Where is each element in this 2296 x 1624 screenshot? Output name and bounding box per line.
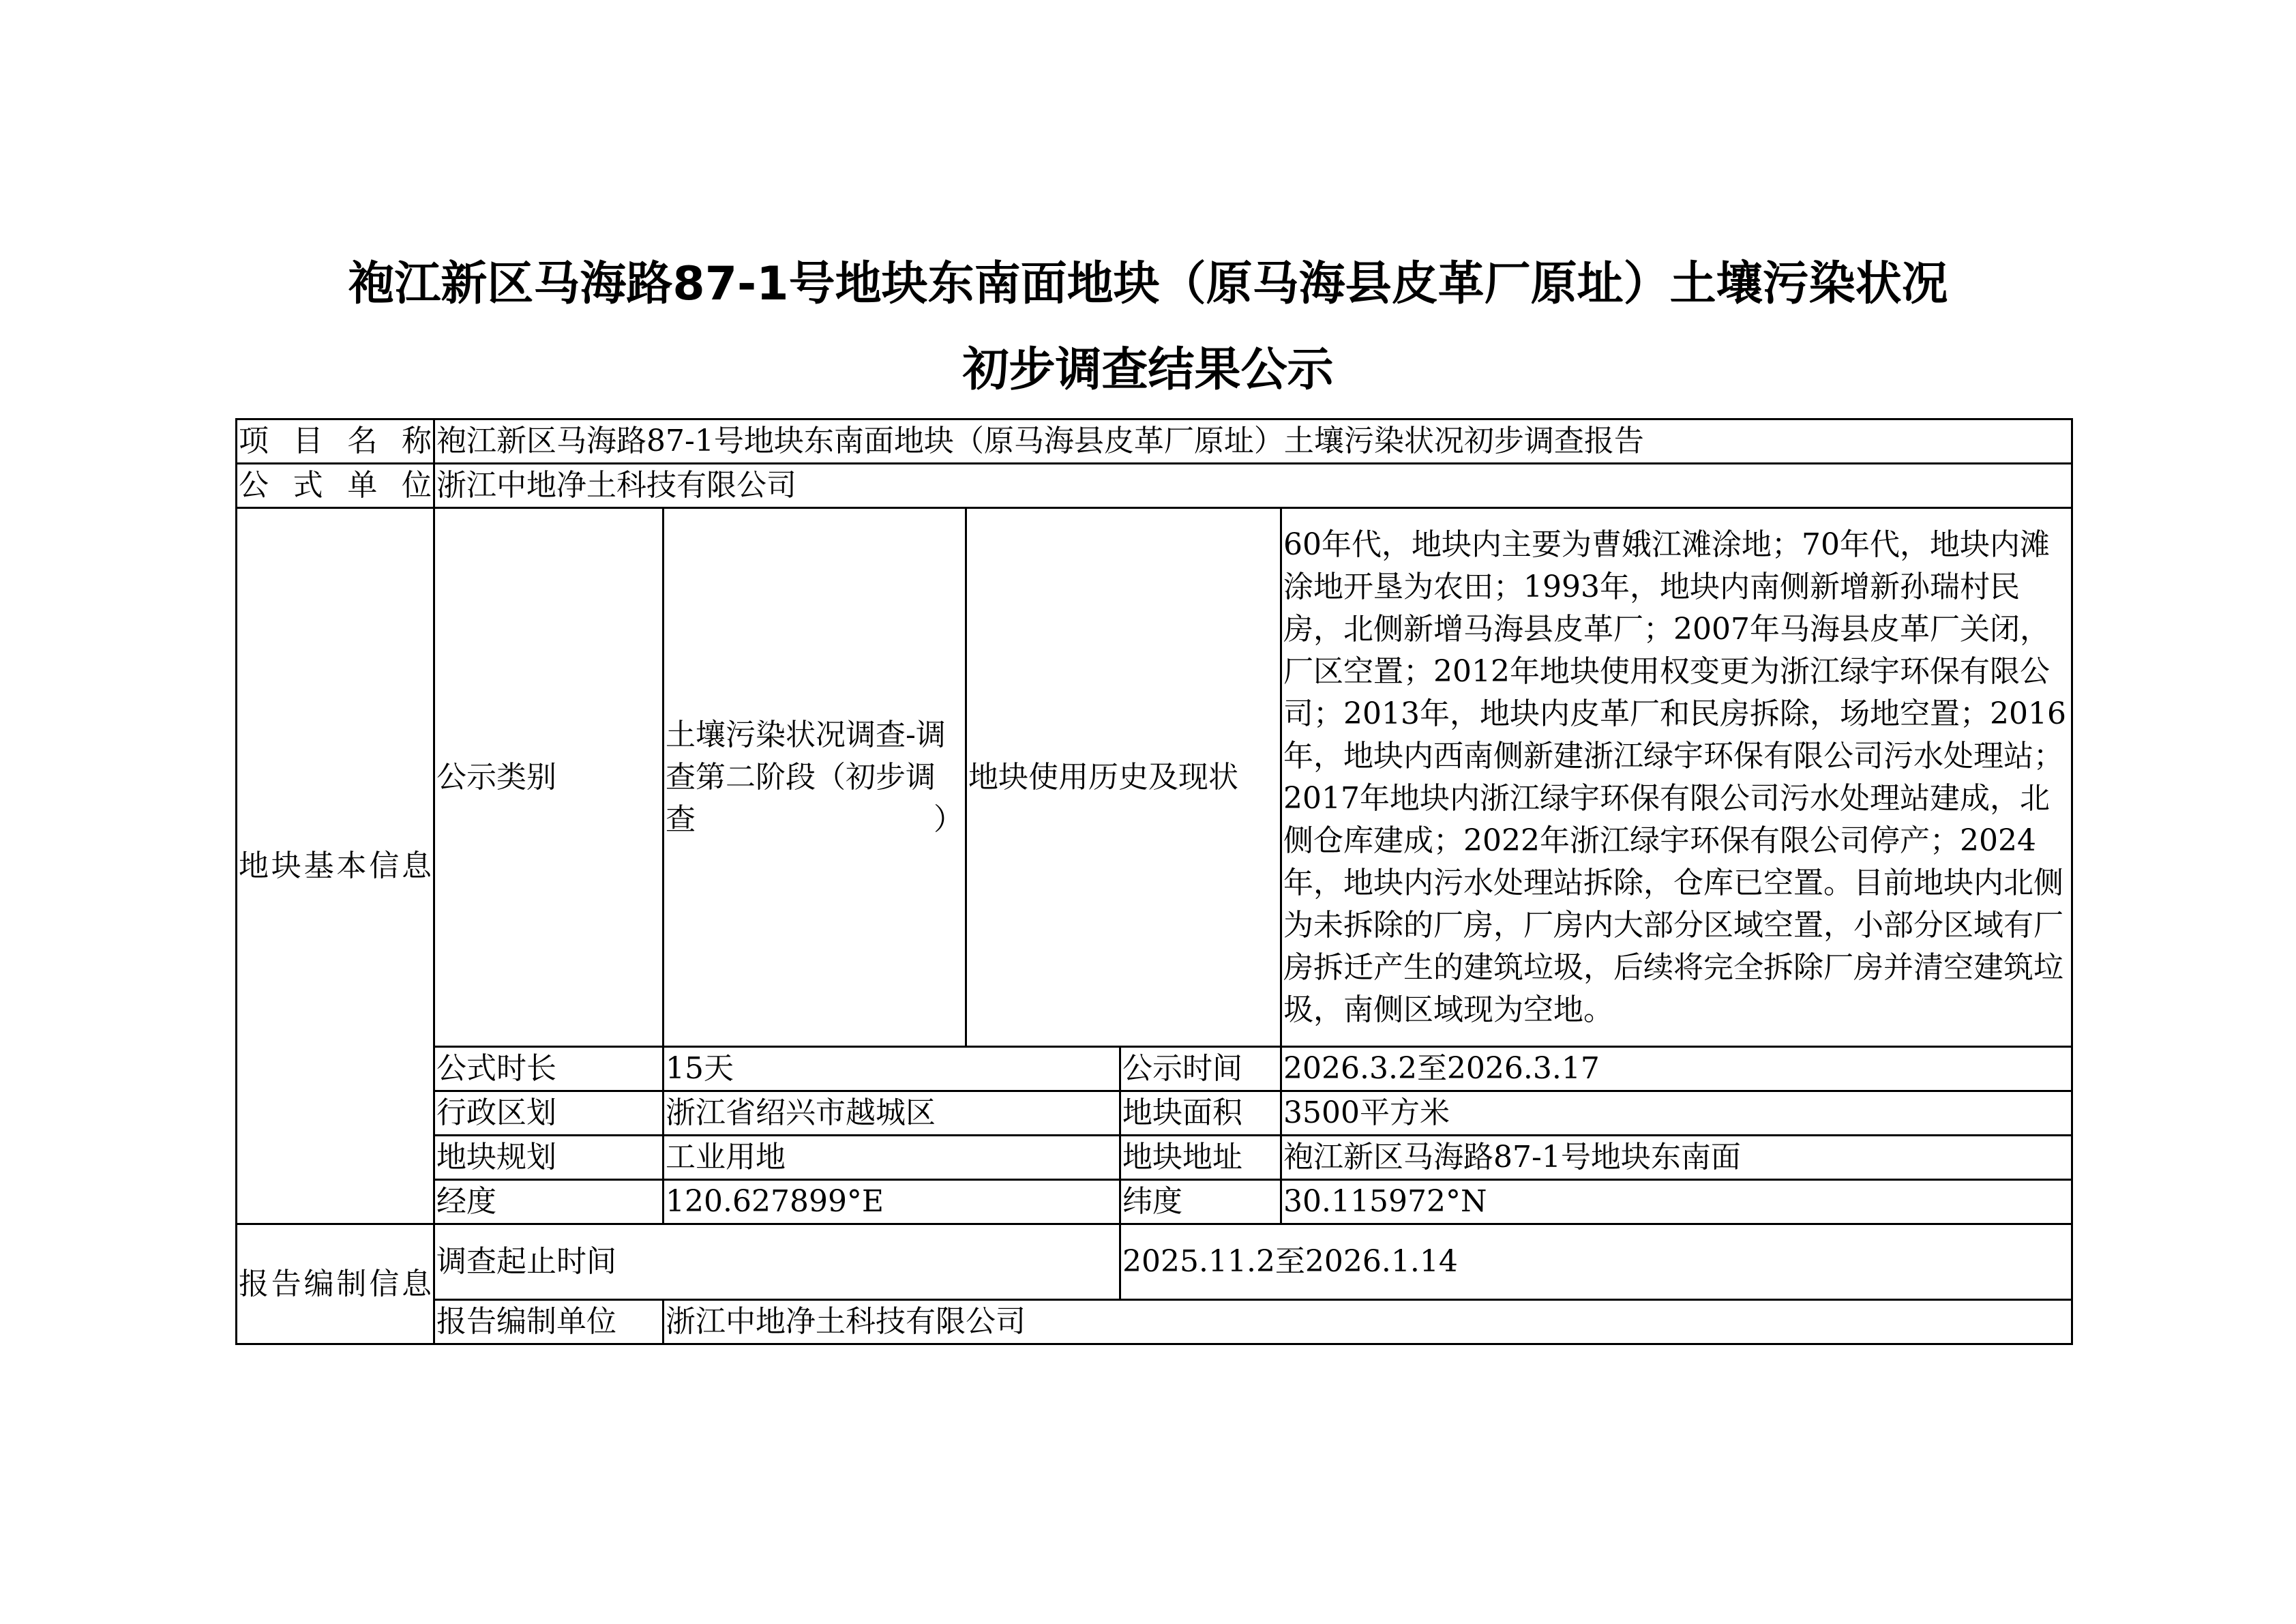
time-label: 公示时间 (1120, 1047, 1281, 1091)
address-label: 地块地址 (1120, 1136, 1281, 1180)
project-name-label: 项目名称 (237, 419, 434, 464)
announcement-table (235, 418, 2073, 1345)
category-label: 公示类别 (434, 508, 664, 1047)
duration-value: 15天 (664, 1047, 1120, 1091)
category-value: 土壤污染状况调查-调查第二阶段（初步调查） (664, 508, 966, 1047)
area-value: 3500平方米 (1281, 1091, 2072, 1136)
table-row (237, 508, 2072, 1047)
project-name-value: 袍江新区马海路87-1号地块东南面地块（原马海县皮革厂原址）土壤污染状况初步调查报告 (434, 419, 2072, 464)
area-label: 地块面积 (1120, 1091, 1281, 1136)
page-title-line-2: 初步调查结果公示 (962, 343, 1334, 397)
duration-label: 公式时长 (434, 1047, 664, 1091)
table-row (237, 1300, 2072, 1344)
survey-period-label: 调查起止时间 (434, 1224, 1120, 1300)
survey-period-value: 2025.11.2至2026.1.14 (1120, 1224, 2072, 1300)
table-row (237, 419, 2072, 464)
report-unit-label: 报告编制单位 (434, 1300, 664, 1344)
publisher-label: 公式单位 (237, 464, 434, 508)
table-row (237, 464, 2072, 508)
district-label: 行政区划 (434, 1091, 664, 1136)
planning-label: 地块规划 (434, 1136, 664, 1180)
table-row (237, 1224, 2072, 1300)
table-row (237, 1180, 2072, 1224)
district-value: 浙江省绍兴市越城区 (664, 1091, 1120, 1136)
report-info-label: 报告编制信息 (237, 1224, 434, 1344)
planning-value: 工业用地 (664, 1136, 1120, 1180)
longitude-label: 经度 (434, 1180, 664, 1224)
report-unit-value: 浙江中地净土科技有限公司 (664, 1300, 2072, 1344)
table-row (237, 1136, 2072, 1180)
address-value: 袍江新区马海路87-1号地块东南面 (1281, 1136, 2072, 1180)
history-value: 60年代，地块内主要为曹娥江滩涂地；70年代，地块内滩涂地开垦为农田；1993年，地块内南侧新增新孙瑞村民房，北侧新增马海县皮革厂；2007年马海县皮革厂关闭，厂区空置；2012年地块使用权变更为浙江绿宇环保有限公司；2013年，地块内皮革厂和民房拆除，场地空置；2016年，地块内西南侧新建浙江绿宇环保有限公司污水处理站；2017年地块内浙江绿宇环保有限公司污水处理站建成，北侧仓库建成；2022年浙江绿宇环保有限公司停产；2024年，地块内污水处理站拆除，仓库已空置。目前地块内北侧为未拆除的厂房，厂房内大部分区域空置，小部分区域有厂房拆迁产生的建筑垃圾，后续将完全拆除厂房并清空建筑垃圾，南侧区域现为空地。 (1281, 508, 2072, 1047)
publisher-value: 浙江中地净土科技有限公司 (434, 464, 2072, 508)
page-title-line-1: 袍江新区马海路87-1号地块东南面地块（原马海县皮革厂原址）土壤污染状况 (348, 257, 1948, 311)
plot-info-label: 地块基本信息 (237, 508, 434, 1224)
longitude-value: 120.627899°E (664, 1180, 1120, 1224)
table-row (237, 1047, 2072, 1091)
history-label: 地块使用历史及现状 (966, 508, 1281, 1047)
latitude-label: 纬度 (1120, 1180, 1281, 1224)
time-value: 2026.3.2至2026.3.17 (1281, 1047, 2072, 1091)
latitude-value: 30.115972°N (1281, 1180, 2072, 1224)
table-row (237, 1091, 2072, 1136)
